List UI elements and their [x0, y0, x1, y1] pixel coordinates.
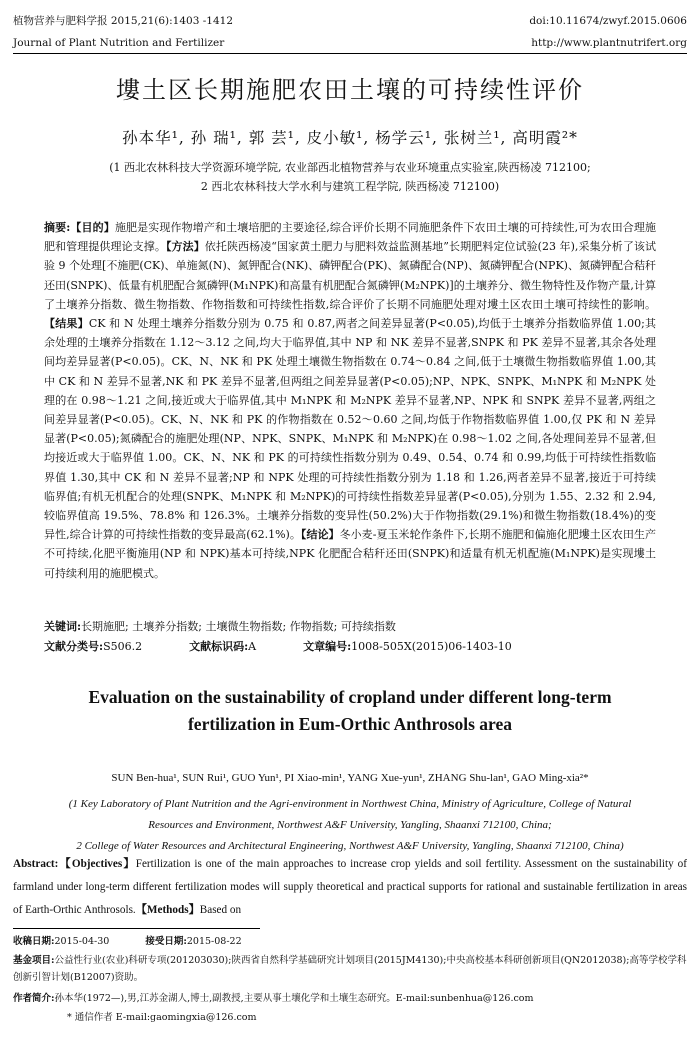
doc-code-label: 文献标识码: — [189, 640, 249, 653]
journal-citation-cn: 植物营养与肥料学报 2015,21(6):1403 -1412 — [13, 15, 233, 27]
method-text-cn: 依托陕西杨凌“国家黄土肥力与肥料效益监测基地”长期肥料定位试验(23 年),采集分析了该试验 9 个处理[不施肥(CK)、单施氮(N)、氮钾配合(NK)、磷钾配合(PK)、氮磷配合(NP)、氮磷钾配合(NPK)、氮磷钾配合秸秆还田(SNPK)、低量有机肥配合氮磷钾(M₁NPK)和高量有机肥配合氮磷钾(M₂NPK)]的土壤养分、微生物特性及作物产量,计算了土壤养分指数、微生物指数、作物指数和可持续性指数,综合评价了长期不同施肥处理对塿土区农田土壤可持续性的影响。 — [44, 240, 656, 311]
received-date: 2015-04-30 — [54, 936, 110, 947]
footnote-rule — [13, 928, 260, 929]
article-no-value: 1008-505X(2015)06-1403-10 — [351, 640, 512, 653]
classification-line — [44, 638, 656, 656]
abstract-cn-label: 摘要: — [44, 221, 71, 234]
accepted-label: 接受日期: — [145, 936, 187, 947]
authors-en: SUN Ben-hua¹, SUN Rui¹, GUO Yun¹, PI Xiao-min¹, YANG Xue-yun¹, ZHANG Shu-lan¹, GAO Ming-xia²* — [111, 772, 589, 784]
journal-url[interactable]: http://www.plantnutrifert.org — [531, 37, 687, 49]
journal-name-en: Journal of Plant Nutrition and Fertilizer — [13, 37, 225, 49]
dates-line — [13, 934, 687, 951]
objective-text-cn: 施肥是实现作物增产和土壤培肥的主要途径,综合评价长期不同施肥条件下农田土壤的可持续性,可为农田合理施肥和管理提供理论支撑。 — [44, 221, 656, 254]
keywords-label: 关键词: — [44, 620, 82, 633]
doi[interactable]: doi:10.11674/zwyf.2015.0606 — [529, 15, 687, 27]
article-no-label: 文章编号: — [303, 640, 352, 653]
corresponding-author: * 通信作者 E-mail:gaomingxia@126.com — [67, 1012, 257, 1023]
title-en-line-1: Evaluation on the sustainability of cropland under different long-term — [88, 687, 612, 707]
title-cn: 塿土区长期施肥农田土壤的可持续性评价 — [116, 76, 584, 104]
title-en — [0, 684, 700, 738]
clc-value: S506.2 — [103, 640, 143, 653]
conclusion-label-cn: 【结论】 — [300, 528, 340, 542]
abstract-cn — [44, 218, 656, 583]
received-label: 收稿日期: — [13, 936, 55, 947]
methods-label-en: 【Methods】 — [135, 904, 200, 916]
result-text-cn: CK 和 N 处理土壤养分指数分别为 0.75 和 0.87,两者之间差异显著(P<0.05),均低于土壤养分指数临界值 1.00;其余处理的土壤养分指数在 1.12～3.12 之间,均大于临界值,其中 NP 和 NK 差异不显著,SNPK 和 PK 差异不显著,其余各处理间均差异显著(P<0.05)。CK、N、NK 和 PK 处理土壤微生物指数在 0.74～0.84 之间,低于土壤微生物指数临界值 1.00,其中 CK 和 N 差异不显著,NK 和 PK 差异不显著,但两组之间差异显著(P<0.05);NP、NPK、SNPK、M₁NPK 和 M₂NPK 处理的在 0.98～1.21 之间,接近或大于临界值,其中 M₁NPK 和 M₂NPK 差异不显著,NP、NPK 和 SNPK 差异不显著,两组之间差异显著(P<0.05)。CK、N、NK 和 PK 的作物指数在 0.52～0.60 之间,均低于作物指数临界值 1.00,仅 PK 和 N 差异显著(P<0.05);氮磷配合的施肥处理(NP、NPK、SNPK、M₁NPK 和 M₂NPK)在 0.98～1.02 之间,各处理间差异不显著,但均接近或大于临界值 1.00。CK、N、NK 和 PK 的可持续性指数分别为 0.49、0.54、0.74 和 0.99,均低于可持续性指数临界值 1.30,其中 CK 和 N 差异不显著;NP 和 NPK 处理的可持续性指数分别为 1.18 和 1.26,两者差异不显著,接近于可持续临界值;有机无机配合的处理(SNPK、M₁NPK 和 M₂NPK)的可持续性指数差异显著(P<0.05),分别为 1.55、2.32 和 2.94,较临界值高 19.5%、78.8% 和 126.3%。土壤养分指数的变异性(50.2%)大于作物指数(29.1%)和微生物指数(18.4%)的变异性,综合计算的可持续性指数的变异最高(62.1%)。 — [44, 317, 657, 542]
objectives-text-en: Fertilization is one of the main approaches to increase crop yields and soil fertility. Assessment on the sustainability of farmland under long-term different fertilization modes will supply theoretical and practical supports for rational and sustainable fertilization in areas of Earth-Orthic Anthrosols. — [13, 858, 687, 916]
keywords-text: 长期施肥; 土壤养分指数; 土壤微生物指数; 作物指数; 可持续指数 — [81, 620, 396, 633]
accepted-date: 2015-08-22 — [186, 936, 242, 947]
bio-label: 作者简介: — [13, 993, 55, 1004]
fund-line — [13, 953, 687, 986]
fund-text: 公益性行业(农业)科研专项(201203030);陕西省自然科学基础研究计划项目(2015JM4130);中央高校基本科研创新项目(QN2012038);高等学校学科创新引智计划(B12007)资助。 — [13, 955, 687, 983]
authors-cn: 孙本华¹, 孙 瑞¹, 郭 芸¹, 皮小敏¹, 杨学云¹, 张树兰¹, 高明霞²* — [122, 129, 578, 147]
header-rule — [13, 53, 687, 54]
affiliation-en-3: 2 College of Water Resources and Architectural Engineering, Northwest A&F University, Yangling, Shaanxi 712100, China) — [76, 840, 624, 852]
affiliation-en-2: Resources and Environment, Northwest A&F University, Yangling, Shaanxi 712100, China; — [148, 819, 552, 831]
author-bio-line — [13, 991, 687, 1008]
fund-label: 基金项目: — [13, 955, 55, 966]
objectives-label-en: 【Objectives】 — [58, 858, 136, 870]
abstract-en-label: Abstract: — [13, 858, 59, 870]
affiliation-en-1: (1 Key Laboratory of Plant Nutrition and the Agri-environment in Northwest China, Ministry of Agriculture, College of Natural — [68, 798, 632, 810]
conclusion-text-cn: 冬小麦-夏玉米轮作条件下,长期不施肥和偏施化肥塿土区农田生产不可持续,化肥平衡施用(NP 和 NPK)基本可持续,NPK 化肥配合秸秆还田(SNPK)和适量有机无机配施(M₁NPK)是实现塿土可持续利用的施肥模式。 — [44, 528, 656, 580]
abstract-en — [13, 853, 687, 922]
clc-label: 文献分类号: — [44, 640, 104, 653]
method-label-cn: 【方法】 — [165, 240, 205, 254]
objective-label-cn: 【目的】 — [70, 221, 115, 234]
keywords-cn — [44, 618, 656, 636]
bio-text: 孙本华(1972—),男,江苏金湖人,博士,副教授,主要从事土壤化学和土壤生态研究。E-mail:sunbenhua@126.com — [54, 993, 534, 1004]
result-label-cn: 【结果】 — [44, 317, 89, 331]
affiliation-cn-1: (1 西北农林科技大学资源环境学院, 农业部西北植物营养与农业环境重点实验室,陕西杨凌 712100; — [109, 161, 591, 174]
doc-code-value: A — [248, 640, 257, 653]
affiliation-cn-2: 2 西北农林科技大学水利与建筑工程学院, 陕西杨凌 712100) — [200, 180, 500, 193]
title-en-line-2: fertilization in Eum-Orthic Anthrosols area — [187, 714, 513, 734]
methods-text-en: Based on — [199, 904, 242, 916]
